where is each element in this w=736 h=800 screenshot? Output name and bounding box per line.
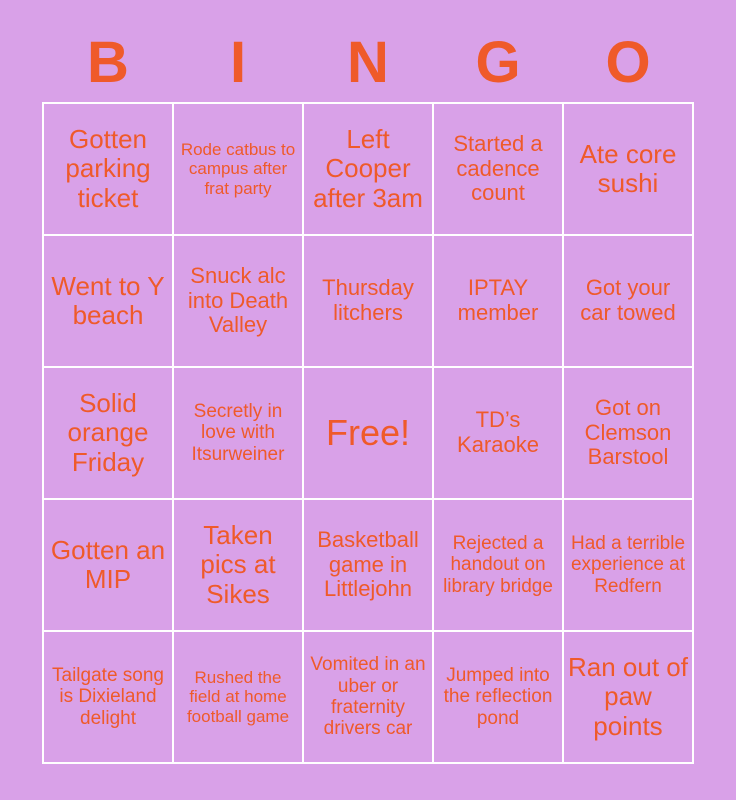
bingo-cell-label: Basketball game in Littlejohn — [317, 527, 419, 602]
bingo-cell-label: Went to Y beach — [51, 270, 165, 330]
bingo-cell[interactable] — [174, 104, 302, 234]
bingo-cell-label: Rushed the field at home football game — [186, 668, 290, 726]
bingo-cell[interactable] — [304, 236, 432, 366]
bingo-cell-label: Left Cooper after 3am — [313, 124, 423, 213]
bingo-cell[interactable] — [304, 632, 432, 762]
bingo-cell[interactable] — [44, 632, 172, 762]
bingo-cell[interactable] — [44, 236, 172, 366]
bingo-cell[interactable] — [44, 368, 172, 498]
bingo-cell[interactable] — [564, 368, 692, 498]
bingo-cell-label: Free! — [325, 411, 411, 453]
bingo-cell-label: Got your car towed — [580, 275, 676, 325]
bingo-cell-label: Jumped into the reflection pond — [443, 665, 553, 729]
bingo-cell-label: Thursday litchers — [322, 275, 414, 325]
bingo-cell-label: Vomited in an uber or fraternity drivers car — [310, 654, 426, 740]
bingo-letter-n: N — [347, 30, 389, 95]
bingo-cell-label: Taken pics at Sikes — [200, 520, 276, 609]
bingo-letter-b: B — [87, 30, 129, 95]
bingo-letter-i: I — [229, 30, 247, 95]
bingo-cell[interactable] — [564, 236, 692, 366]
bingo-cell-label: Solid orange Friday — [67, 388, 149, 477]
bingo-cell-label: Rode catbus to campus after frat party — [180, 140, 296, 198]
bingo-cell-label: Gotten an MIP — [50, 534, 166, 594]
bingo-cell[interactable] — [304, 500, 432, 630]
bingo-cell-label: Had a terrible experience at Redfern — [570, 533, 686, 597]
bingo-cell-label: Ate core sushi — [579, 138, 677, 198]
bingo-cell[interactable] — [174, 500, 302, 630]
bingo-cell[interactable] — [44, 104, 172, 234]
bingo-cell-label: Rejected a handout on library bridge — [443, 533, 553, 597]
bingo-cell-label: Gotten parking ticket — [65, 124, 151, 213]
bingo-cell-label: Started a cadence count — [453, 131, 543, 206]
bingo-cell-label: Ran out of paw points — [568, 652, 688, 741]
bingo-cell-label: TD’s Karaoke — [457, 407, 539, 457]
bingo-cell[interactable] — [304, 104, 432, 234]
bingo-cell-label: Snuck alc into Death Valley — [187, 263, 289, 338]
bingo-cell-label: Tailgate song is Dixieland delight — [52, 665, 164, 729]
bingo-cell[interactable] — [564, 104, 692, 234]
bingo-cell[interactable] — [434, 104, 562, 234]
bingo-cell[interactable] — [564, 500, 692, 630]
bingo-cell-label: Secretly in love with Itsurweiner — [191, 401, 285, 465]
bingo-letter-g: G — [475, 30, 521, 95]
bingo-cell[interactable] — [564, 632, 692, 762]
bingo-title-row — [43, 30, 693, 95]
bingo-letter-o: O — [605, 30, 651, 95]
bingo-grid — [42, 102, 694, 764]
bingo-cell-label: IPTAY member — [457, 275, 539, 325]
bingo-free-cell[interactable] — [304, 368, 432, 498]
bingo-cell[interactable] — [174, 632, 302, 762]
bingo-cell[interactable] — [174, 236, 302, 366]
bingo-cell[interactable] — [434, 236, 562, 366]
bingo-cell[interactable] — [434, 368, 562, 498]
bingo-cell[interactable] — [434, 500, 562, 630]
bingo-cell-label: Got on Clemson Barstool — [584, 395, 672, 470]
bingo-cell[interactable] — [44, 500, 172, 630]
bingo-cell[interactable] — [434, 632, 562, 762]
bingo-cell[interactable] — [174, 368, 302, 498]
